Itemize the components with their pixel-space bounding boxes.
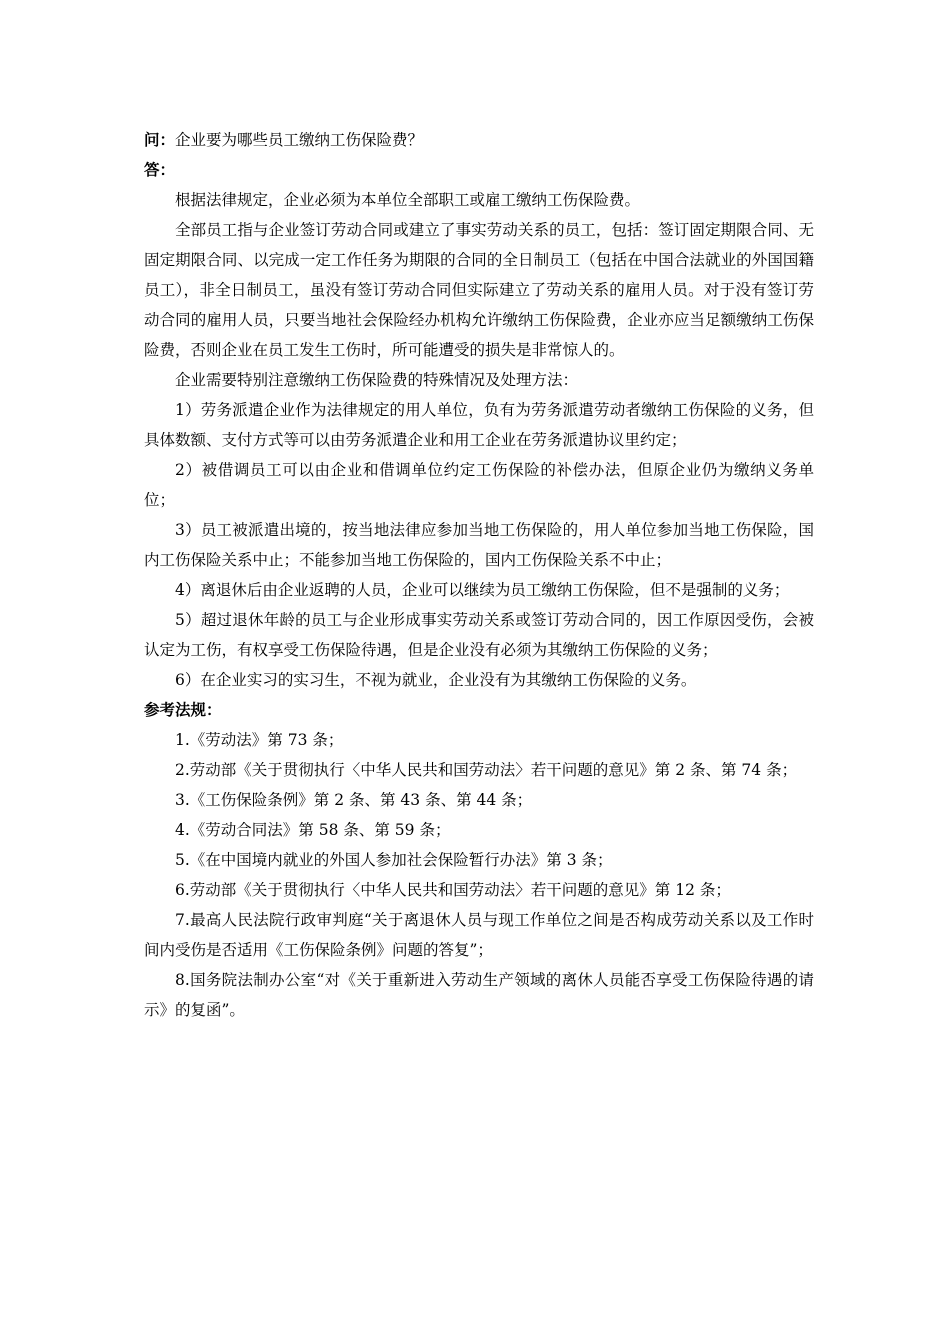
answer-paragraph-2: 全部员工指与企业签订劳动合同或建立了事实劳动关系的员工，包括：签订固定期限合同、无固定期限合同、以完成一定工作任务为期限的合同的全日制员工（包括在中国合法就业的外国国籍员工），非全日制员工，虽没有签订劳动合同但实际建立了劳动关系的雇用人员。对于没有签订劳动合同的雇用人员，只要当地社会保险经办机构允许缴纳工伤保险费，企业亦应当足额缴纳工伤保险费，否则企业在员工发生工伤时，所可能遭受的损失是非常惊人的。 [144, 221, 814, 359]
answer-paragraph-1: 根据法律规定，企业必须为本单位全部职工或雇工缴纳工伤保险费。 [175, 191, 641, 209]
reference-item-4: 4.《劳动合同法》第 58 条、第 59 条； [175, 821, 451, 839]
question-text: 企业要为哪些员工缴纳工伤保险费？ [175, 131, 424, 149]
reference-item-5: 5.《在中国境内就业的外国人参加社会保险暂行办法》第 3 条； [175, 851, 613, 869]
document-body [144, 125, 814, 1025]
special-case-2: 2）被借调员工可以由企业和借调单位约定工伤保险的补偿办法，但原企业仍为缴纳义务单位； [144, 461, 814, 509]
reference-item-8: 8.国务院法制办公室“对《关于重新进入劳动生产领域的离休人员能否享受工伤保险待遇的请示》的复函”。 [144, 971, 814, 1019]
reference-item-7: 7.最高人民法院行政审判庭“关于离退休人员与现工作单位之间是否构成劳动关系以及工作时间内受伤是否适用《工伤保险条例》问题的答复”； [144, 911, 814, 959]
reference-item-3: 3.《工伤保险条例》第 2 条、第 43 条、第 44 条； [175, 791, 533, 809]
reference-item-6: 6.劳动部《关于贯彻执行〈中华人民共和国劳动法〉若干问题的意见》第 12 条； [175, 881, 731, 899]
answer-paragraph-3: 企业需要特别注意缴纳工伤保险费的特殊情况及处理方法： [175, 371, 579, 389]
special-case-1: 1）劳务派遣企业作为法律规定的用人单位，负有为劳务派遣劳动者缴纳工伤保险的义务，但具体数额、支付方式等可以由劳务派遣企业和用工企业在劳务派遣协议里约定； [144, 401, 814, 449]
question-label: 问： [144, 130, 176, 149]
special-case-3: 3）员工被派遣出境的，按当地法律应参加当地工伤保险的，用人单位参加当地工伤保险，国内工伤保险关系中止；不能参加当地工伤保险的，国内工伤保险关系不中止； [144, 521, 814, 569]
references-label: 参考法规： [144, 700, 222, 719]
question-line [144, 125, 814, 155]
special-case-6: 6）在企业实习的实习生，不视为就业，企业没有为其缴纳工伤保险的义务。 [175, 671, 697, 689]
reference-item-2: 2.劳动部《关于贯彻执行〈中华人民共和国劳动法〉若干问题的意见》第 2 条、第 74 条； [175, 761, 798, 779]
special-case-5: 5）超过退休年龄的员工与企业形成事实劳动关系或签订劳动合同的，因工作原因受伤，会被认定为工伤，有权享受工伤保险待遇，但是企业没有必须为其缴纳工伤保险的义务； [144, 611, 814, 659]
answer-label: 答： [144, 160, 176, 179]
special-case-4: 4）离退休后由企业返聘的人员，企业可以继续为员工缴纳工伤保险，但不是强制的义务； [175, 581, 790, 599]
reference-item-1: 1.《劳动法》第 73 条； [175, 731, 344, 749]
